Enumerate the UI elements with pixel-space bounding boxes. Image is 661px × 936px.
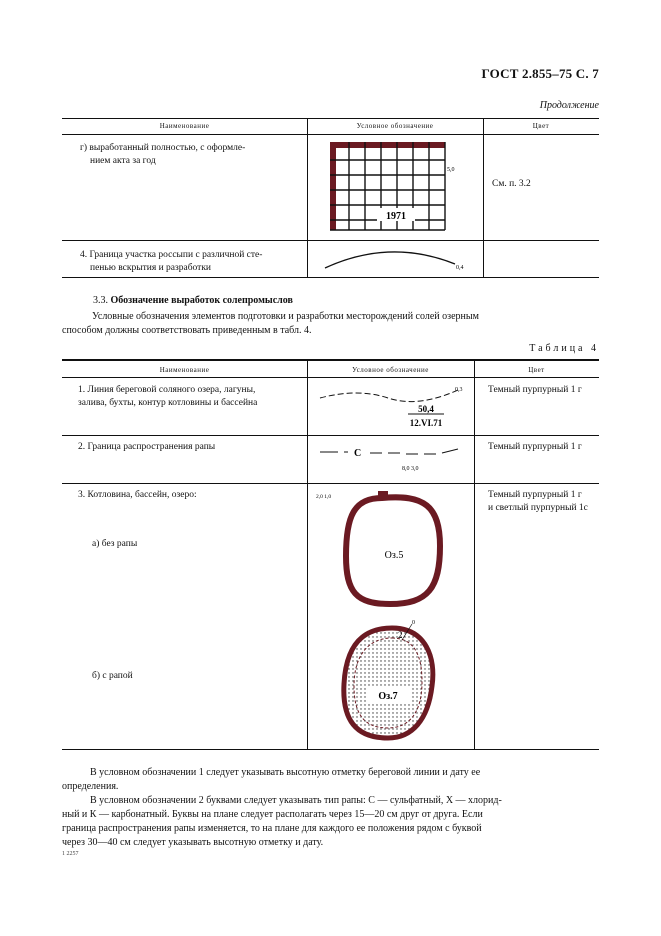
table-row-color: Темный пурпурный 1 г [488, 385, 582, 395]
table-row-rule [62, 240, 599, 241]
dimension-label: 0,3 [455, 387, 463, 393]
brine-boundary-symbol [318, 440, 468, 474]
basin-with-brine-symbol [312, 616, 472, 746]
dimension-label: 8,0 3,0 [402, 466, 419, 472]
year-label: 1971 [386, 211, 406, 222]
table-row-color: Темный пурпурный 1 г и светлый пурпурный 1с [488, 490, 588, 513]
basin-label: Оз.7 [378, 691, 398, 702]
table-row-name: г) выработанный полностью, с оформле- нием акта за год [80, 143, 246, 166]
footer-notes: В условном обозначении 1 следует указывать высотную отметку береговой линии и дату ее определения. В условном обозначении 2 буквами следует указывать тип рапы: С — сульфатный, Х — хлорид- ный и К — карбонатный. Буквы на плане следует располагать через 15—20 см друг от друга. Если граница распространения рапы изменяется, то на плане для каждого ее положения рядом с буквой через 30—40 см следует указывать высотную отметку и дату. [62, 767, 502, 848]
table-row-name: 4. Граница участка россыпи с различной сте- пенью вскрытия и разработки [80, 250, 263, 273]
section-intro: Условные обозначения элементов подготовки и разработки месторождений солей озерным способом должны соответствовать приведенным в табл. 4. [62, 311, 479, 336]
table-row-color: Темный пурпурный 1 г [488, 442, 582, 452]
table-caption: Таблица 4 [529, 343, 599, 354]
subitem-with-brine: б) с рапой [92, 671, 133, 681]
table-top-rule [62, 118, 599, 119]
brine-type-letter: С [354, 448, 362, 459]
table-row-name: 3. Котловина, бассейн, озеро: [78, 490, 197, 500]
table-row-rule [62, 483, 599, 484]
column-header-name: Наименование [159, 366, 210, 374]
dimension-label: 2,0 1,0 [316, 494, 332, 500]
basin-no-brine-symbol [312, 486, 472, 616]
table-row-color: См. п. 3.2 [492, 179, 531, 189]
section-number: 3.3. [93, 295, 108, 306]
table-row-name: 2. Граница распространения рапы [78, 442, 216, 452]
table-bottom-rule [62, 277, 599, 278]
subitem-without-brine: а) без рапы [92, 539, 138, 549]
column-header-name: Наименование [159, 122, 210, 130]
column-divider [474, 359, 475, 749]
column-divider [307, 359, 308, 749]
table-header-rule [62, 377, 599, 378]
column-divider [483, 118, 484, 277]
table-row-name: 1. Линия береговой соляного озера, лагуны, залива, бухты, контур котловины и бассейна [78, 385, 258, 408]
continuation-label: Продолжение [539, 100, 599, 111]
column-header-symbol: Условное обозначение [356, 122, 434, 130]
table-bottom-rule [62, 749, 599, 750]
column-header-color: Цвет [528, 366, 545, 374]
table-top-rule [62, 359, 599, 361]
table-header-rule [62, 134, 599, 135]
table-row-rule [62, 435, 599, 436]
date-label: 12.VI.71 [409, 418, 443, 428]
placer-boundary-symbol [320, 244, 470, 274]
elevation-label: 50,4 [418, 404, 434, 414]
section-title: Обозначение выработок солепромыслов [110, 295, 293, 306]
dimension-marker: 0 [412, 620, 415, 626]
column-header-symbol: Условное обозначение [352, 366, 429, 374]
section-heading [93, 295, 293, 306]
column-divider [307, 118, 308, 277]
basin-label: Оз.5 [384, 550, 404, 561]
shoreline-symbol [318, 382, 468, 432]
worked-out-grid-symbol [325, 138, 455, 238]
page-reference: ГОСТ 2.855–75 С. 7 [481, 66, 599, 81]
dimension-label: 5,0 [447, 167, 455, 173]
column-header-color: Цвет [532, 122, 550, 130]
dimension-label: 0,4 [456, 265, 464, 271]
page-code: 1 2257 [62, 851, 79, 857]
dimension-marker: 2 [398, 630, 403, 640]
